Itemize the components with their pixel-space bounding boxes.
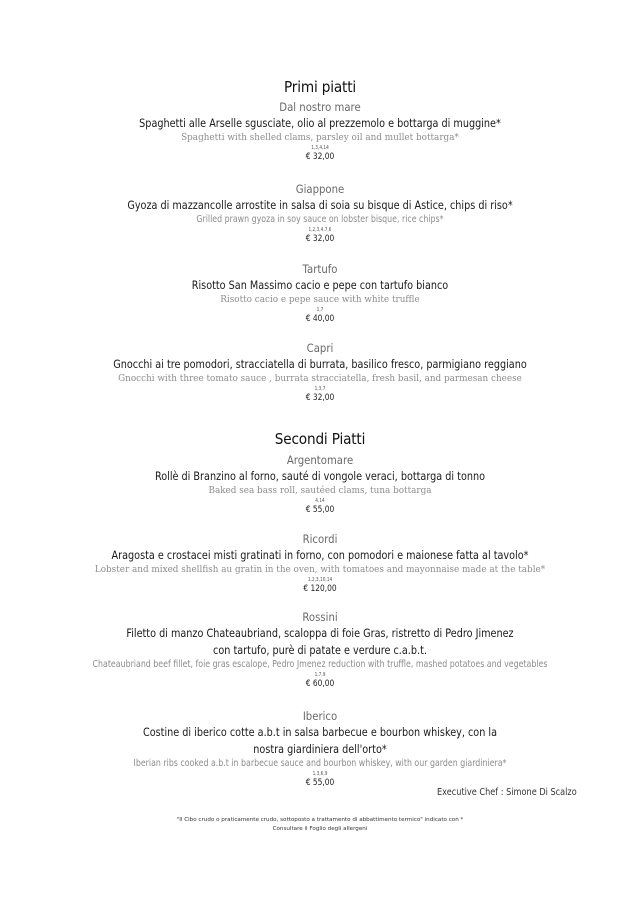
dish-price: € 32,00	[305, 393, 335, 403]
dish-origin: Tartufo	[302, 262, 338, 276]
dish-risotto	[0, 262, 640, 325]
dish-name-line1: Filetto di manzo Chateaubriand, scaloppa di foie Gras, ristretto di Pedro Jimenez	[126, 626, 514, 640]
dish-origin: Argentomare	[286, 453, 354, 467]
dish-origin: Ricordi	[302, 532, 338, 546]
dish-price: € 60,00	[305, 679, 335, 689]
dish-allergens: 1,3,6,9	[312, 771, 328, 777]
executive-chef-credit: Executive Chef : Simone Di Scalzo	[437, 787, 577, 798]
dish-name: Risotto San Massimo cacio e pepe con tartufo bianco	[191, 278, 449, 292]
dish-description: Baked sea bass roll, sautéed clams, tuna bottarga	[208, 485, 432, 496]
dish-description: Chateaubriand beef fillet, foie gras escalope, Pedro Jmenez reduction with truffle, mashed potatoes and vegetables	[92, 659, 548, 670]
dish-origin: Giappone	[295, 182, 345, 196]
dish-allergens: 1,7,9	[314, 672, 326, 678]
dish-allergens: 1,3,4,14	[311, 145, 329, 151]
dish-origin: Capri	[306, 341, 334, 355]
dish-name: Aragosta e crostacei misti gratinati in forno, con pomodori e maionese fatta al tavolo*	[111, 548, 529, 562]
dish-name: Spaghetti alle Arselle sgusciate, olio al prezzemolo e bottarga di muggine*	[139, 116, 501, 130]
dish-origin: Dal nostro mare	[279, 100, 361, 114]
dish-price: € 40,00	[305, 314, 335, 324]
dish-description: Lobster and mixed shellfish au gratin in the oven, with tomatoes and mayonnaise made at the table*	[94, 564, 546, 575]
section-title-primi: Primi piatti	[284, 78, 356, 96]
section-title-secondi: Secondi Piatti	[274, 430, 366, 448]
dish-spaghetti-arselle	[0, 100, 640, 163]
dish-price: € 32,00	[305, 234, 335, 244]
dish-description: Iberian ribs cooked a.b.t in barbecue sauce and bourbon whiskey, with our garden giardiniera*	[133, 758, 507, 769]
dish-name-line1: Costine di iberico cotte a.b.t in salsa barbecue e bourbon whiskey, con la	[142, 725, 498, 739]
dish-branzino	[0, 453, 640, 516]
dish-origin: Rossini	[302, 610, 338, 624]
dish-aragosta	[0, 532, 640, 595]
dish-price: € 120,00	[303, 584, 337, 594]
dish-name-line2: con tartufo, purè di patate e verdure c.a.b.t.	[213, 643, 427, 657]
dish-price: € 55,00	[305, 778, 335, 788]
dish-filetto-rossini	[0, 610, 640, 690]
footnote-allergens: Consultare il Foglio degli allergeni	[272, 826, 368, 832]
dish-description: Gnocchi with three tomato sauce , burrata stracciatella, fresh basil, and parmesan cheese	[118, 373, 522, 384]
dish-description: Spaghetti with shelled clams, parsley oil and mullet bottarga*	[181, 132, 459, 143]
dish-description: Grilled prawn gyoza in soy sauce on lobster bisque, rice chips*	[196, 214, 444, 225]
dish-name-line2: nostra giardiniera dell'orto*	[253, 742, 387, 756]
dish-price: € 55,00	[305, 505, 335, 515]
dish-allergens: 1,2,3,4,7,6	[308, 227, 332, 233]
dish-allergens: 1,7	[316, 307, 324, 313]
dish-origin: Iberico	[302, 709, 338, 723]
dish-price: € 32,00	[305, 152, 335, 162]
footnote-raw-food: "Il Cibo crudo o praticamente crudo, sottoposto a trattamento di abbattimento termico" indicato con *	[176, 817, 464, 823]
dish-gyoza	[0, 182, 640, 245]
dish-costine-iberico	[0, 709, 640, 789]
dish-allergens: 1,3,7	[314, 386, 326, 392]
dish-description: Risotto cacio e pepe sauce with white truffle	[220, 294, 420, 305]
dish-name: Gyoza di mazzancolle arrostite in salsa di soia su bisque di Astice, chips di riso*	[127, 198, 513, 212]
dish-allergens: 1,2,3,10,14	[307, 577, 333, 583]
dish-gnocchi	[0, 341, 640, 404]
dish-name: Rollè di Branzino al forno, sauté di vongole veraci, bottarga di tonno	[154, 469, 486, 483]
dish-allergens: 4,14	[315, 498, 325, 504]
dish-name: Gnocchi ai tre pomodori, stracciatella di burrata, basilico fresco, parmigiano reggiano	[113, 357, 527, 371]
